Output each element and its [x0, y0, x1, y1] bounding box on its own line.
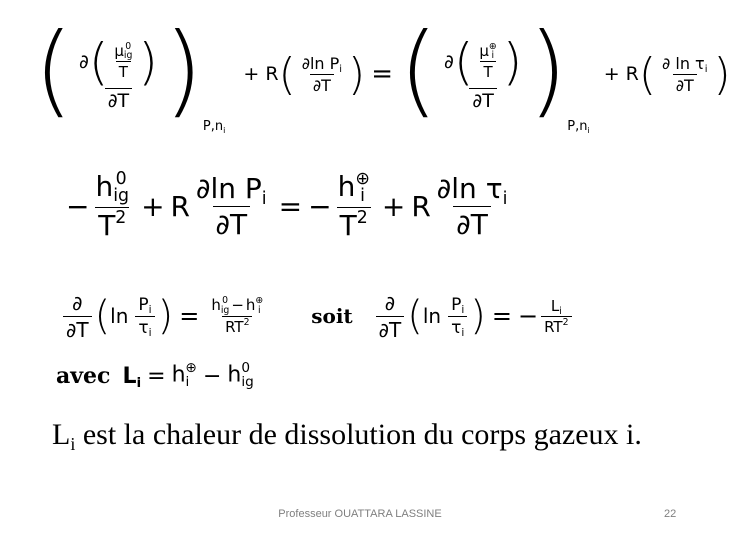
- page-number: 22: [664, 508, 677, 520]
- inner-right-paren: ): [138, 32, 158, 91]
- paren-close: ): [348, 48, 366, 100]
- rhs-constant-condition: $P,n_i$: [567, 119, 590, 135]
- statement-line: [52, 418, 642, 455]
- equation-1: ( ∂ ( μ 0 ig T ) ∂T ) $P,n_i$ + R ( $\frac{\partial\ln P_i}{\partial T}$ ) = ( ∂ ( μ ⊕ i T ) ∂T ) $P,n_i$ + R ( $\frac{\partial \ln \tau_i}{\partial T}$ ): [34, 11, 731, 135]
- p-over-tau-2: $\frac{P_i}{\tau_i}$: [448, 295, 467, 338]
- left-paren: (: [34, 11, 74, 128]
- equals-sign: =: [147, 363, 166, 389]
- h-ig-over-t2: h 0 ig $T^2$: [95, 168, 130, 242]
- statement-l: L: [52, 418, 71, 451]
- mu-sub: ig: [123, 50, 133, 62]
- inner-den: T: [116, 61, 131, 81]
- ln-label-2: ln: [422, 304, 442, 328]
- gas-constant-2: R: [411, 189, 431, 223]
- ln-open-paren: (: [94, 293, 111, 339]
- equals-sign: =: [179, 302, 200, 330]
- mu-sup: 0: [125, 40, 132, 52]
- mu-symbol: μ: [114, 41, 124, 60]
- ln-label: ln: [110, 304, 129, 328]
- ln-close-paren: ): [157, 293, 174, 339]
- rhs-derivative-fraction: ∂ ( μ ⊕ i T ) ∂T: [444, 32, 523, 112]
- lhs-derivative-fraction: [76, 32, 161, 112]
- equals-sign: =: [278, 189, 303, 223]
- enthalpy-diff-fraction: h 0 ig − h ⊕ i $RT^2$: [211, 295, 264, 336]
- soit-word: soit: [311, 304, 353, 328]
- h-ig-term: h 0 ig: [227, 360, 254, 390]
- equals-sign: =: [371, 59, 394, 89]
- rhs-ln-tau-fraction: $\frac{\partial \ln \tau_i}{\partial T}$: [662, 53, 708, 95]
- lhs-ln-p-fraction: $\frac{\partial\ln P_i}{\partial T}$: [301, 53, 343, 95]
- h-i-term: h ⊕ i: [171, 360, 197, 390]
- ln-p-fraction: $\frac{\partial\ln P_i}{\partial T}$: [196, 171, 267, 241]
- plus-sign: +: [141, 189, 165, 223]
- minus-sign: −: [517, 302, 539, 330]
- l-over-rt2: $\frac{L_i}{RT^2}$: [541, 297, 571, 336]
- statement-l-sub: i: [70, 434, 76, 455]
- gas-constant: R: [265, 63, 279, 85]
- avec-word: avec: [56, 363, 111, 389]
- equation-4: [56, 356, 254, 396]
- rhs-left-paren: (: [399, 11, 439, 128]
- ln-tau-fraction: $\frac{\partial\ln \tau_i}{\partial T}$: [436, 171, 508, 241]
- plus-sign-2: +: [603, 63, 620, 85]
- partial-over-dt: $\frac{\partial}{\partial T}$: [63, 291, 92, 342]
- gas-constant: R: [170, 189, 190, 223]
- footer-author: Professeur OUATTARA LASSINE: [278, 508, 442, 520]
- minus-sign: −: [202, 363, 222, 389]
- inner-left-paren: (: [88, 32, 109, 91]
- rhs-mu-over-t: μ ⊕ i T: [479, 40, 497, 82]
- p-over-tau: $\frac{P_i}{\tau_i}$: [135, 295, 154, 338]
- h-i-over-t2: h ⊕ i $T^2$: [337, 168, 370, 242]
- right-paren: ): [163, 11, 203, 128]
- latent-heat-symbol: $L_i$: [122, 363, 142, 392]
- minus-sign-2: −: [308, 189, 332, 223]
- equation-3: $\frac{\partial}{\partial T}$ ( ln $\frac{P_i}{\tau_i}$ ) = h 0 ig − h ⊕ i $RT^2$ soit $\frac{\partial}{\partial T}$ ( ln $\frac{P_i}{\tau_i}$ ) = − $\frac{L_i}{RT^2}$: [60, 286, 575, 346]
- lhs-constant-condition: $P,n_i$: [202, 119, 226, 135]
- statement-text: est la chaleur de dissolution du corps gazeux i.: [75, 418, 642, 451]
- plus-sign: +: [243, 63, 260, 85]
- lhs-partial: ∂: [79, 50, 89, 73]
- minus-sign: −: [66, 189, 90, 223]
- equals-sign-2: =: [491, 302, 512, 330]
- lhs-den: ∂T: [105, 88, 132, 112]
- partial-over-dt-2: $\frac{\partial}{\partial T}$: [376, 291, 405, 342]
- gas-constant-2: R: [625, 63, 639, 85]
- plus-sign-2: +: [381, 189, 406, 223]
- equation-2: [66, 168, 513, 244]
- paren-open: (: [278, 48, 296, 100]
- lhs-mu-over-t: [111, 42, 135, 82]
- rhs-right-paren: ): [528, 11, 568, 128]
